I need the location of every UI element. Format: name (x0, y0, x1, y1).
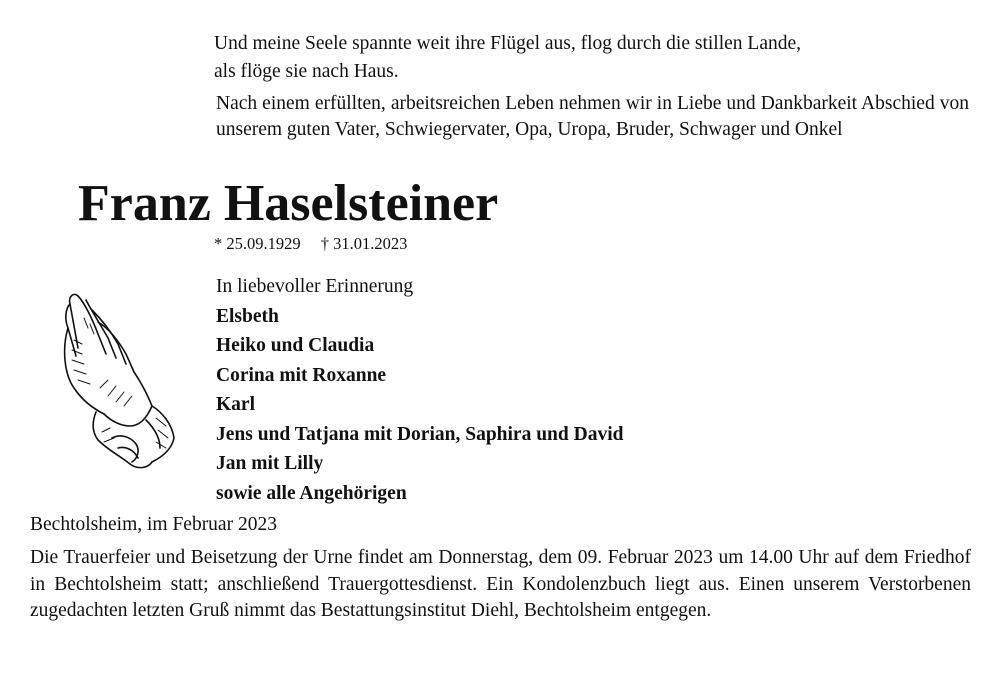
intro-text: Nach einem erfüllten, arbeitsreichen Leben nehmen wir in Liebe und Dankbarkeit Abschied von unserem guten Vater, Schwiegervater, Opa, Uropa, Bruder, Schwager und Onkel (216, 93, 969, 140)
praying-hands-icon (56, 288, 178, 474)
birth-date: * 25.09.1929 (214, 234, 301, 253)
mourner-name: Elsbeth (216, 305, 279, 327)
quote-line-2: als flöge sie nach Haus. (214, 61, 399, 82)
place-date: Bechtolsheim, im Februar 2023 (30, 514, 277, 535)
life-dates (214, 232, 407, 256)
mourner-name: Karl (216, 394, 255, 415)
mourner-name: Heiko und Claudia (216, 335, 375, 356)
memory-block (216, 272, 623, 508)
funeral-notice: Die Trauerfeier und Beisetzung der Urne findet am Donnerstag, dem 09. Februar 2023 um 14.00 Uhr auf dem Friedhof in Bechtolsheim statt; anschließend Trauergottesdienst. Ein Kondolenzbuch liegt aus. Einen unserem Verstorbenen zugedachten letzten Gruß nimmt das Bestattungsinstitut Diehl, Bechtolsheim entgegen. (30, 547, 971, 621)
quote-line-1: Und meine Seele spannte weit ihre Flügel aus, flog durch die stillen Lande, (214, 33, 802, 54)
deceased-name: Franz Haselsteiner (78, 175, 499, 232)
mourner-name: Corina mit Roxanne (216, 364, 387, 386)
memory-lead: In liebevoller Erinnerung (216, 276, 414, 297)
death-date: † 31.01.2023 (320, 234, 408, 253)
mourner-name: Jens und Tatjana mit Dorian, Saphira und David (216, 423, 624, 445)
mourner-name: sowie alle Angehörigen (216, 482, 407, 504)
mourner-name: Jan mit Lilly (216, 453, 324, 474)
